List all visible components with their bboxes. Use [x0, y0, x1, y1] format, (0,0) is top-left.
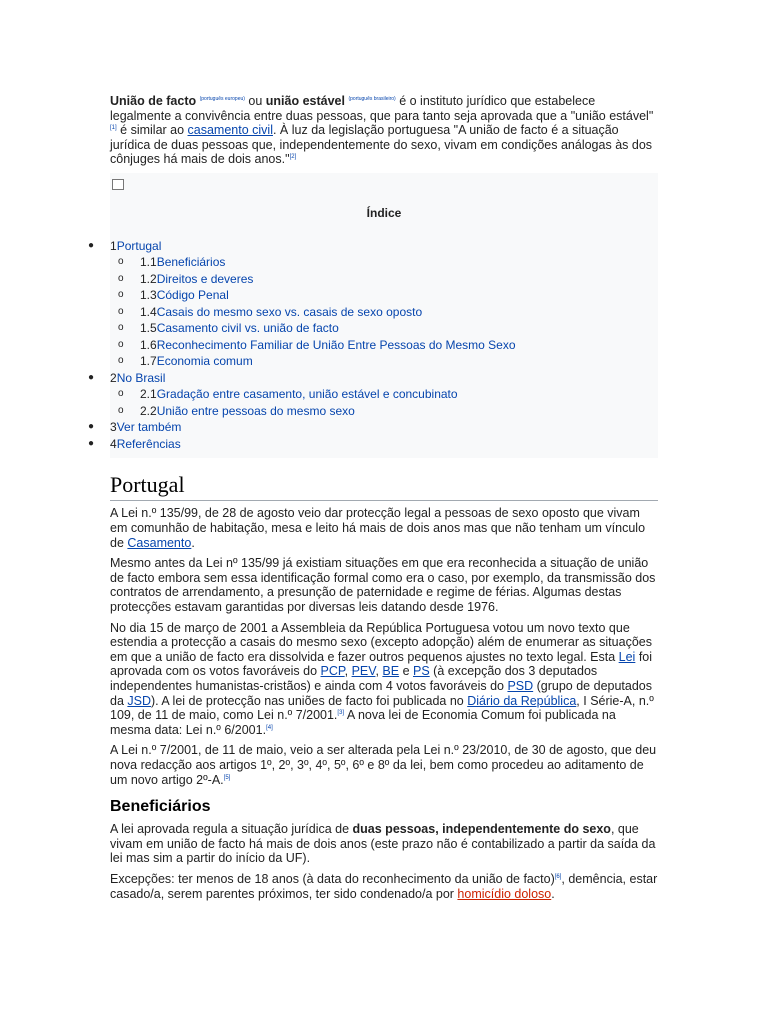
toc-item[interactable]: o 2.1Gradação entre casamento, união estável e concubinato [118, 387, 458, 402]
bullet-circle-icon: o [118, 256, 124, 268]
ref-link-6[interactable]: [6] [554, 873, 562, 880]
toc-link-referencias[interactable]: Referências [116, 436, 181, 451]
toc-item[interactable]: o 2.2União entre pessoas do mesmo sexo [118, 403, 355, 418]
toc-link-economia-comum[interactable]: Economia comum [156, 354, 253, 369]
toc-link-beneficiarios[interactable]: Beneficiários [156, 255, 226, 270]
link-diario-da-republica[interactable]: Diário da República [467, 693, 577, 708]
toc-link-gradacao[interactable]: Gradação entre casamento, união estável e concubinato [156, 387, 458, 402]
bullet-circle-icon: o [118, 305, 124, 317]
portugal-paragraph-1: A Lei n.º 135/99, de 28 de agosto veio dar protecção legal a pessoas de sexo oposto que vivam em comunhão de habitação, mesa e leito há mais de dois anos mas que não tenham um vínculo de Casamento. [110, 506, 646, 550]
beneficiarios-paragraph-1: A lei aprovada regula a situação jurídica de duas pessoas, independentemente do sexo, que vivam em união de facto há mais de dois anos (este prazo não é contabilizado a partir da saída da lei mas sim a partir do início da UF). [110, 822, 656, 866]
link-pcp[interactable]: PCP [320, 664, 345, 679]
section-heading-portugal: Portugal [110, 472, 658, 501]
link-psd[interactable]: PSD [507, 679, 534, 693]
portugal-paragraph-4: A Lei n.º 7/2001, de 11 de maio, veio a ser alterada pela Lei n.º 23/2010, de 30 de agosto, que deu nova redacção aos artigos 1º, 2º, 3º, 4º, 5º, 6º e 8º da lei, bem como procedeu ao aditamento de um novo artigo 2º-A.[5] [110, 743, 657, 787]
bullet-circle-icon: o [118, 404, 124, 416]
bullet-circle-icon: o [118, 322, 124, 334]
article-body [88, 94, 658, 907]
tag-portugues-europeu[interactable]: (português europeu) [199, 96, 245, 102]
toc-link-codigo-penal[interactable]: Código Penal [156, 288, 229, 303]
bullet-disc-icon: ● [88, 421, 95, 433]
toc-item[interactable]: ● 3Ver também [88, 420, 182, 435]
ref-link-5[interactable]: [5] [223, 774, 231, 781]
bullet-disc-icon: ● [88, 239, 95, 251]
toc-link-direitos-deveres[interactable]: Direitos e deveres [156, 271, 254, 286]
toc-link-uniao-mesmo-sexo[interactable]: União entre pessoas do mesmo sexo [156, 403, 355, 418]
toc-item[interactable]: o 1.1Beneficiários [118, 255, 226, 270]
toc-item[interactable]: ● 4Referências [88, 436, 181, 451]
bullet-circle-icon: o [118, 289, 124, 301]
toc-link-ver-tambem[interactable]: Ver também [116, 420, 182, 435]
toc-item[interactable]: o 1.7Economia comum [118, 354, 253, 369]
bullet-disc-icon: ● [88, 437, 95, 449]
toc-link-portugal[interactable]: Portugal [116, 238, 162, 253]
toc-title: Índice [366, 205, 402, 220]
ref-link-3[interactable]: [3] [337, 710, 345, 717]
toc-link-reconhecimento-familiar[interactable]: Reconhecimento Familiar de União Entre Pessoas do Mesmo Sexo [156, 337, 516, 352]
bullet-circle-icon: o [118, 272, 124, 284]
term-uniao-estavel: união estável [265, 94, 345, 108]
bullet-disc-icon: ● [88, 371, 95, 383]
link-casamento[interactable]: Casamento [127, 535, 192, 550]
toc-item[interactable]: ● 2No Brasil [88, 370, 166, 385]
link-homicidio-doloso[interactable]: homicídio doloso [457, 886, 552, 901]
link-casamento-civil[interactable]: casamento civil [187, 123, 273, 138]
beneficiarios-paragraph-2: Excepções: ter menos de 18 anos (à data do reconhecimento da união de facto)[6], demência, estar casado/a, serem parentes próximos, ter sido condenado/a por homicídio doloso. [110, 871, 658, 901]
toc-item[interactable]: o 1.4Casais do mesmo sexo vs. casais de sexo oposto [118, 304, 423, 319]
toc-item[interactable]: o 1.5Casamento civil vs. união de facto [118, 321, 339, 336]
ref-link-2[interactable]: [2] [289, 154, 297, 161]
link-jsd[interactable]: JSD [127, 693, 152, 708]
bullet-circle-icon: o [118, 355, 124, 367]
bullet-circle-icon: o [118, 338, 124, 350]
link-lei[interactable]: Lei [618, 649, 636, 664]
toc-item[interactable]: ● 1Portugal [88, 238, 162, 253]
portugal-paragraph-2: Mesmo antes da Lei nº 135/99 já existiam situações em que era reconhecida a situação de união de facto embora sem essa identificação formal como era o caso, por exemplo, da transmissão dos contratos de arrendamento, a presunção de paternidade e regime de férias. Algumas destas protecções estavam garantidas por diversas leis datando desde 1976. [110, 556, 656, 615]
ref-link-4[interactable]: [4] [266, 724, 273, 731]
toc-list [88, 238, 658, 453]
link-ps[interactable]: PS [413, 664, 430, 679]
toc-item[interactable]: o 1.6Reconhecimento Familiar de União Entre Pessoas do Mesmo Sexo [118, 337, 516, 352]
toc-link-casais-mesmo-sexo[interactable]: Casais do mesmo sexo vs. casais de sexo oposto [156, 304, 423, 319]
link-pev[interactable]: PEV [351, 664, 376, 679]
portugal-paragraph-3: No dia 15 de março de 2001 a Assembleia da República Portuguesa votou um novo texto que estendia a protecção a casais do mesmo sexo (excepto adopção) além de enumerar as situações em que a união de facto era dissolvida e fazer outros pequenos ajustes no texto legal. Esta Lei foi aprovada com os votos favoráveis do PCP, PEV, BE e PS (à excepção dos 3 deputados independentes humanistas-cristãos) e ainda com 4 votos favoráveis do PSD (grupo de deputados da JSD). A lei de protecção nas uniões de facto foi publicada no Diário da República, I Série-A, n.º 109, de 11 de maio, como Lei n.º 7/2001.[3] A nova lei de Economia Comum foi publicada na mesma data: Lei n.º 6/2001.[4] [110, 620, 654, 737]
toc-item[interactable]: o 1.2Direitos e deveres [118, 271, 254, 286]
ref-link-1[interactable]: [1] [110, 125, 117, 132]
link-be[interactable]: BE [382, 664, 400, 679]
tag-portugues-brasileiro[interactable]: (português brasileiro) [348, 96, 396, 102]
table-of-contents [88, 173, 658, 459]
toc-item[interactable]: o 1.3Código Penal [118, 288, 229, 303]
toc-link-no-brasil[interactable]: No Brasil [116, 370, 166, 385]
intro-paragraph: União de facto $^{(português europeu)}$ ou união estável $^{(português brasileiro)}$ é o instituto jurídico que estabelece legalmente a convivência entre duas pessoas, que para tanto seja aprovada que a "união estável"[1] é similar ao casamento civil. À luz da legislação portuguesa "A união de facto é a situação jurídica de duas pessoas que, independentemente do sexo, vivam em condições análogas às dos cônjuges há mais de dois anos."[2] [110, 94, 654, 167]
term-uniao-de-facto: União de facto [110, 94, 197, 108]
section-heading-beneficiarios: Beneficiários [110, 798, 211, 816]
bullet-circle-icon: o [118, 388, 124, 400]
toc-toggle-checkbox[interactable] [112, 179, 124, 190]
toc-link-casamento-vs-uniao[interactable]: Casamento civil vs. união de facto [156, 321, 339, 336]
